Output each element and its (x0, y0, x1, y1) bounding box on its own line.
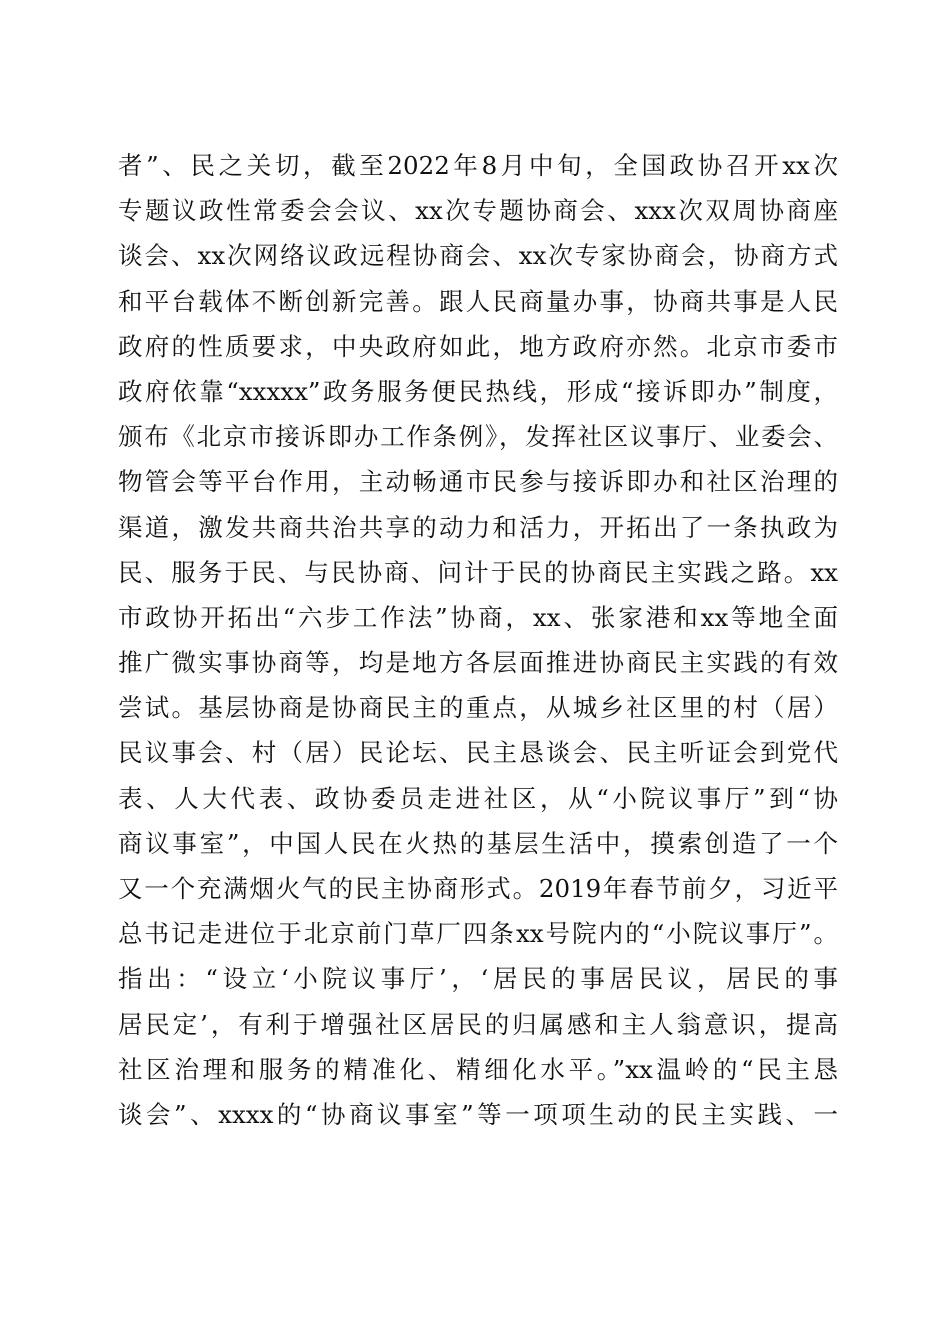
text-line: 谈会、xx次网络议政远程协商会、xx次专家协商会，协商方式 (118, 241, 838, 271)
text-line: 居民定’，有利于增强社区居民的归属感和主人翁意识，提高 (118, 1009, 838, 1039)
text-line: 谈会”、xxxx的“协商议事室”等一项项生动的民主实践、一 (118, 1099, 838, 1129)
text-line: 和平台载体不断创新完善。跟人民商量办事，协商共事是人民 (118, 286, 838, 316)
text-line: 颁布《北京市接诉即办工作条例》，发挥社区议事厅、业委会、 (118, 422, 838, 452)
text-line: 者”、民之关切，截至2022年8月中旬，全国政协召开xx次 (118, 151, 838, 180)
text-line: 政府依靠“xxxxx”政务服务便民热线，形成“接诉即办”制度， (118, 376, 838, 406)
text-line: 社区治理和服务的精准化、精细化水平。”xx温岭的“民主恳 (118, 1054, 838, 1084)
text-line: 市政协开拓出“六步工作法”协商，xx、张家港和xx等地全面 (118, 602, 838, 632)
text-line: 表、人大代表、政协委员走进社区，从“小院议事厅”到“协 (118, 783, 838, 813)
text-line: 政府的性质要求，中央政府如此，地方政府亦然。北京市委市 (118, 331, 838, 361)
text-line: 总书记走进位于北京前门草厂四条xx号院内的“小院议事厅”。 (118, 919, 838, 949)
text-line: 渠道，激发共商共治共享的动力和活力，开拓出了一条执政为 (118, 512, 838, 542)
text-line: 指出：“设立‘小院议事厅’，‘居民的事居民议，居民的事 (118, 964, 838, 994)
text-line: 专题议政性常委会会议、xx次专题协商会、xxx次双周协商座 (118, 196, 838, 226)
text-line: 民、服务于民、与民协商、问计于民的协商民主实践之路。xx (118, 557, 838, 587)
body-paragraph (118, 143, 838, 1137)
text-line: 商议事室”，中国人民在火热的基层生活中，摸索创造了一个 (118, 828, 838, 858)
text-line: 民议事会、村（居）民论坛、民主恳谈会、民主听证会到党代 (118, 738, 838, 768)
text-line: 又一个充满烟火气的民主协商形式。2019年春节前夕，习近平 (118, 874, 838, 903)
text-line: 物管会等平台作用，主动畅通市民参与接诉即办和社区治理的 (118, 467, 838, 497)
text-line: 尝试。基层协商是协商民主的重点，从城乡社区里的村（居） (118, 693, 838, 723)
text-line: 推广微实事协商等，均是地方各层面推进协商民主实践的有效 (118, 648, 838, 678)
